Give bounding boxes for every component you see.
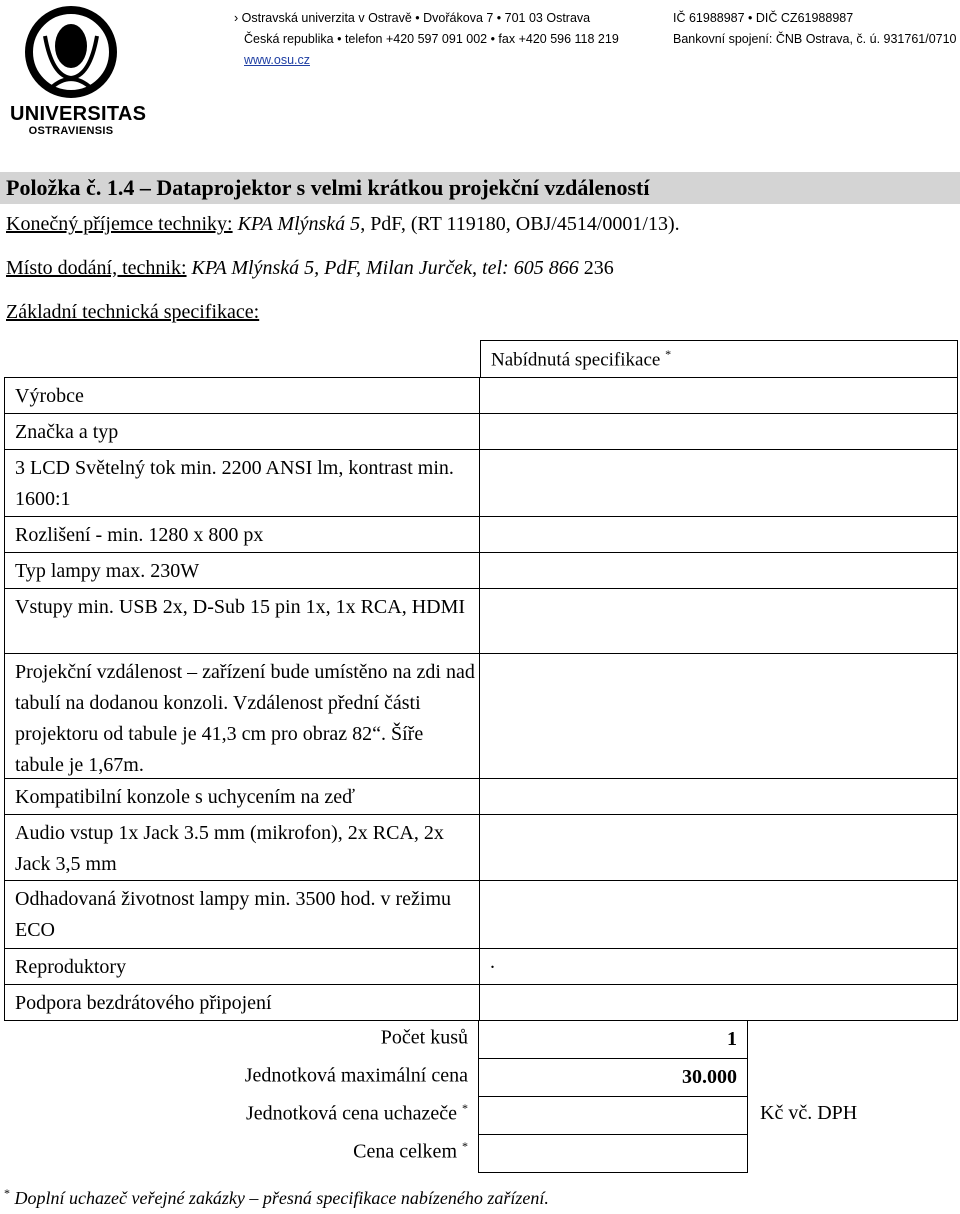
spec-title-label: Základní technická specifikace:: [6, 301, 260, 323]
spec-row-value[interactable]: [479, 778, 959, 814]
spec-row-label: Kompatibilní konzole s uchycením na zeď: [15, 786, 356, 808]
footnote-mark: *: [4, 1186, 10, 1200]
spec-row-label: Reproduktory: [15, 956, 127, 978]
delivery-value: KPA Mlýnská 5, PdF, Milan Jurček, tel: 605 866: [191, 257, 579, 279]
price-row-label-text: Jednotková cena uchazeče: [246, 1102, 457, 1125]
spec-header-mark: *: [665, 347, 672, 361]
header-web-link[interactable]: www.osu.cz: [244, 53, 310, 67]
spec-row-value[interactable]: [479, 552, 959, 588]
university-logo: [10, 6, 147, 137]
spec-row-projection-distance: [4, 653, 958, 778]
spec-row-value[interactable]: [479, 516, 959, 552]
footnote: [4, 1186, 549, 1209]
price-row-max-unit-price: [0, 1058, 960, 1096]
price-row-mark: *: [462, 1101, 468, 1115]
price-row-label-text: Jednotková maximální cena: [244, 1064, 468, 1087]
header-address-line-1: › Ostravská univerzita v Ostravě • Dvořákova 7 • 701 03 Ostrava: [234, 11, 591, 25]
spec-row-value[interactable]: [479, 413, 959, 449]
delivery-label: Místo dodání, technik:: [6, 257, 187, 279]
spec-row-brightness: [4, 449, 958, 516]
price-row-value[interactable]: 30.000: [478, 1058, 748, 1096]
spec-row-lamp-life: [4, 880, 958, 948]
footnote-text: Doplní uchazeč veřejné zakázky – přesná specifikace nabízeného zařízení.: [10, 1188, 549, 1208]
spec-row-value[interactable]: [479, 653, 959, 778]
spec-row-label: Podpora bezdrátového připojení: [15, 992, 272, 1014]
spec-row-audio-input: [4, 814, 958, 880]
spec-header-label: [491, 347, 671, 371]
delivery-value-rest: 236: [578, 257, 614, 279]
spec-row-label: Výrobce: [15, 385, 84, 407]
spec-row-speakers: [4, 948, 958, 984]
spec-row-brand: [4, 413, 958, 449]
logo-subtitle: OSTRAVIENSIS: [28, 125, 114, 137]
price-row-label: [246, 1101, 468, 1126]
spec-row-value[interactable]: [479, 984, 959, 1020]
recipient-line: [6, 212, 680, 236]
university-emblem-icon: [18, 6, 124, 102]
spec-row-wireless: [4, 984, 958, 1020]
spec-row-label: Vstupy min. USB 2x, D-Sub 15 pin 1x, 1x RCA, HDMI: [15, 596, 466, 618]
price-row-label: [381, 1025, 468, 1050]
spec-row-label: 3 LCD Světelný tok min. 2200 ANSI lm, kontrast min. 1600:1: [15, 457, 454, 510]
recipient-value-rest: , PdF, (RT 119180, OBJ/4514/0001/13).: [360, 213, 680, 235]
price-row-value[interactable]: 1: [478, 1020, 748, 1058]
price-table-bottom-border: [478, 1172, 748, 1173]
price-row-label: [245, 1063, 468, 1088]
price-row-value[interactable]: [478, 1096, 748, 1134]
spec-row-value[interactable]: [479, 588, 959, 653]
logo-wordmark: UNIVERSITAS: [10, 103, 147, 125]
header-bank-details: Bankovní spojení: ČNB Ostrava, č. ú. 931761/0710: [673, 32, 957, 46]
spec-row-label: Značka a typ: [15, 421, 119, 443]
spec-row-value[interactable]: [479, 814, 959, 880]
price-row-total: [0, 1134, 960, 1172]
spec-row-value[interactable]: [479, 449, 959, 516]
spec-row-value[interactable]: [479, 880, 959, 948]
header-address-line-2: Česká republika • telefon +420 597 091 002 • fax +420 596 118 219: [244, 32, 619, 46]
item-heading: Položka č. 1.4 – Dataprojektor s velmi krátkou projekční vzdáleností: [0, 172, 960, 204]
price-row-value[interactable]: [478, 1134, 748, 1172]
price-currency: Kč vč. DPH: [760, 1102, 858, 1124]
price-row-label: [353, 1139, 468, 1164]
header-company-ids: IČ 61988987 • DIČ CZ61988987: [673, 11, 854, 25]
spec-row-value[interactable]: [479, 377, 959, 413]
spec-row-label: Odhadovaná životnost lampy min. 3500 hod. v režimu ECO: [15, 888, 452, 941]
spec-row-lamp-type: [4, 552, 958, 588]
spec-row-label: Audio vstup 1x Jack 3.5 mm (mikrofon), 2x RCA, 2x Jack 3,5 mm: [15, 822, 444, 875]
spec-row-label: Rozlišení - min. 1280 x 800 px: [15, 524, 264, 546]
price-row-label-text: Počet kusů: [380, 1026, 468, 1049]
spec-row-value[interactable]: .: [479, 948, 959, 984]
spec-header-cell: [480, 340, 958, 377]
price-row-quantity: [0, 1020, 960, 1058]
recipient-label: Konečný příjemce techniky:: [6, 213, 233, 235]
price-row-mark: *: [462, 1139, 468, 1153]
spec-row-manufacturer: [4, 377, 958, 413]
spec-title: [6, 300, 259, 324]
recipient-value: KPA Mlýnská 5: [237, 213, 361, 235]
delivery-line: [6, 256, 614, 280]
spec-row-label: Projekční vzdálenost – zařízení bude umístěno na zdi nad tabulí na dodanou konzoli. Vzdálenost přední části projektoru od tabule je 41,3 cm pro obraz 82“. Šíře tabule je 1,67m.: [15, 661, 475, 776]
spec-row-label: Typ lampy max. 230W: [15, 560, 200, 582]
spec-row-wall-mount: [4, 778, 958, 814]
price-row-label-text: Cena celkem: [353, 1140, 457, 1163]
spec-row-inputs: [4, 588, 958, 653]
spec-header-text: Nabídnutá specifikace: [491, 349, 661, 371]
spec-row-resolution: [4, 516, 958, 552]
